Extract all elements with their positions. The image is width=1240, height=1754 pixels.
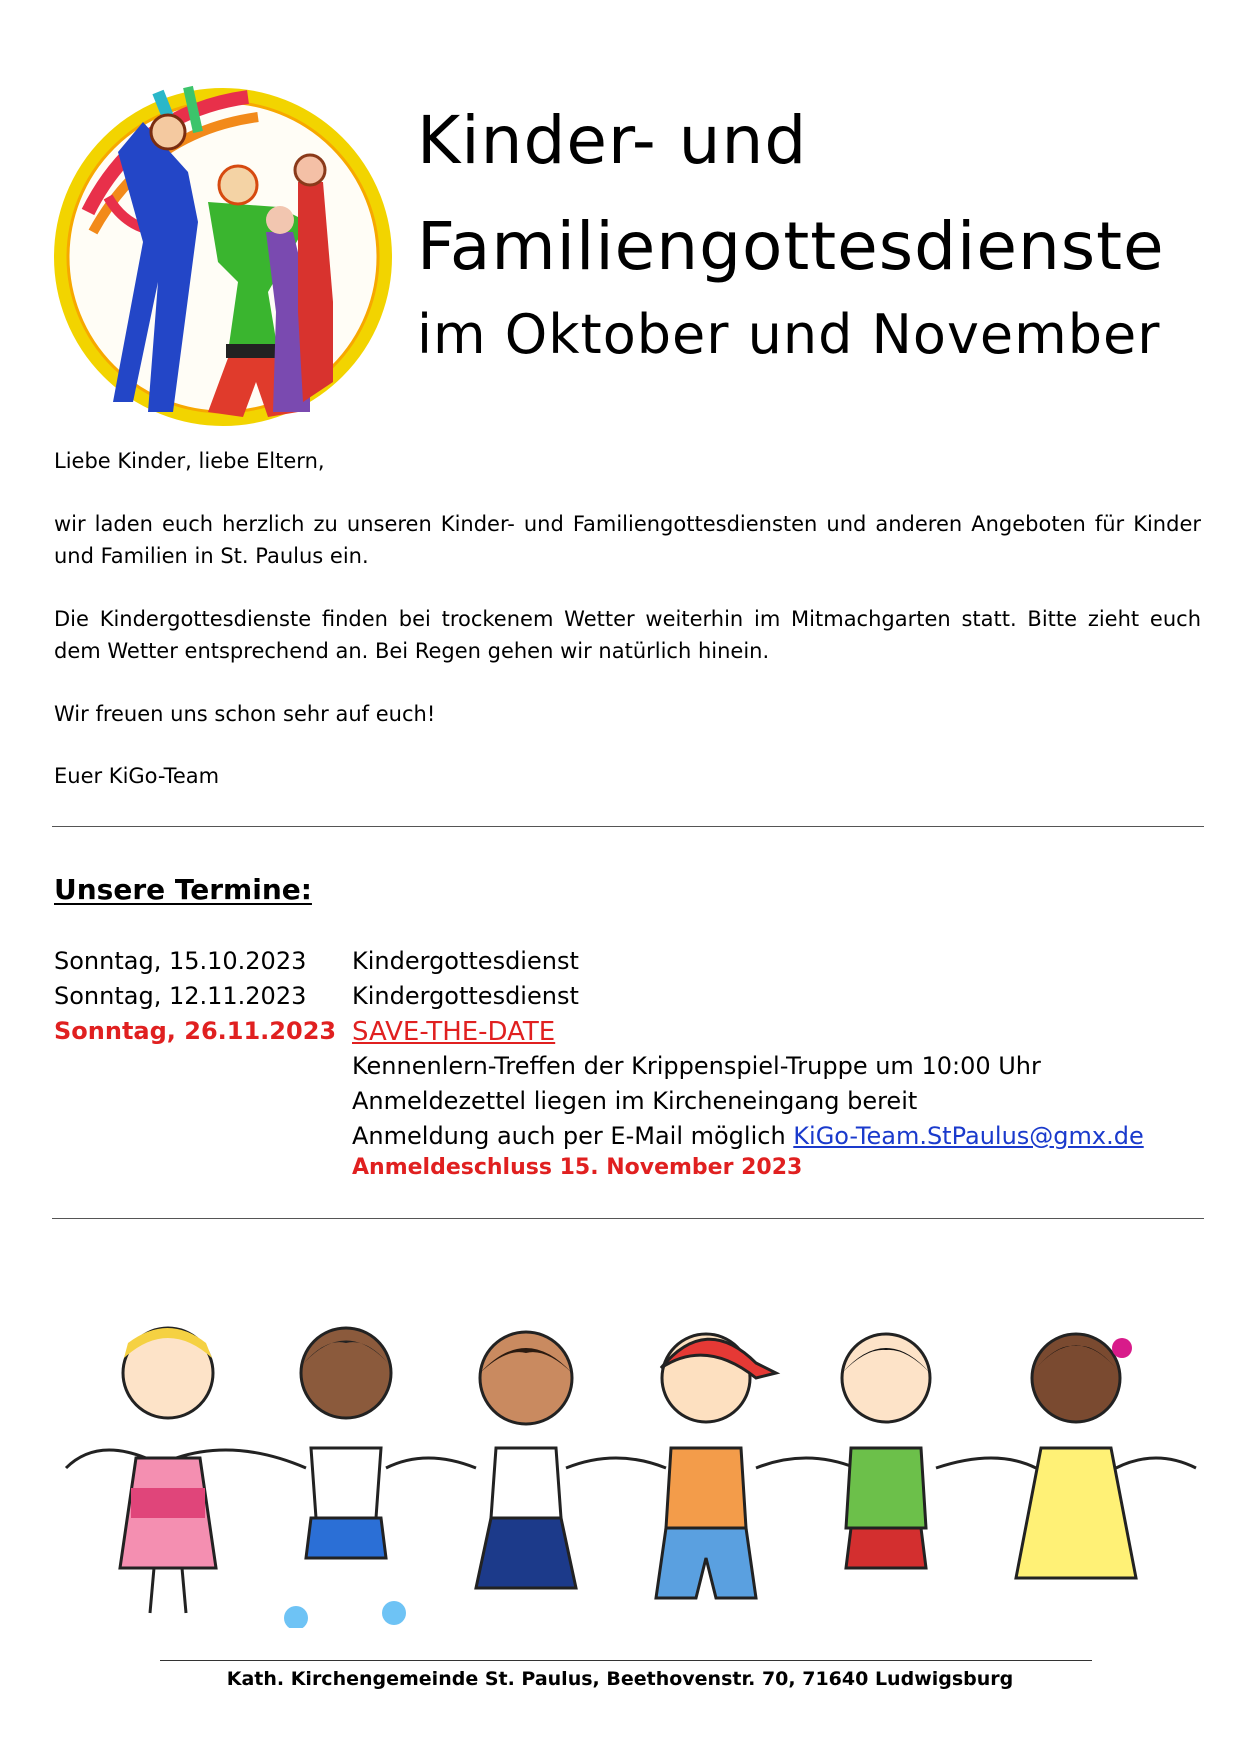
event-row-1: Kindergottesdienst (352, 947, 579, 975)
divider-bottom (52, 1218, 1204, 1219)
title-line-2: Familiengottesdienste (417, 208, 1165, 285)
event-row-2: Kindergottesdienst (352, 982, 579, 1010)
children-holding-hands-illustration (56, 1318, 1202, 1628)
divider-top (52, 826, 1204, 827)
footer-address: Kath. Kirchengemeinde St. Paulus, Beethovenstr. 70, 71640 Ludwigsburg (226, 1668, 1014, 1690)
registration-deadline: Anmeldeschluss 15. November 2023 (352, 1155, 803, 1180)
termine-heading: Unsere Termine: (54, 873, 312, 906)
paragraph-looking-forward: Wir freuen uns schon sehr auf euch! (54, 702, 436, 726)
footer-divider (160, 1660, 1092, 1661)
signature: Euer KiGo-Team (54, 764, 220, 788)
email-link[interactable]: KiGo-Team.StPaulus@gmx.de (793, 1122, 1144, 1150)
detail-krippenspiel: Kennenlern-Treffen der Krippenspiel-Truppe um 10:00 Uhr (352, 1052, 1041, 1080)
title-line-1: Kinder- und (417, 102, 808, 179)
date-row-2: Sonntag, 12.11.2023 (54, 982, 307, 1010)
children-drawing-logo (48, 82, 398, 432)
title-line-3: im Oktober und November (417, 303, 1161, 366)
detail-email-line (352, 1122, 1144, 1150)
paragraph-weather: Die Kindergottesdienste finden bei trockenem Wetter weiterhin im Mitmachgarten statt. Bitte zieht euch dem Wetter entsprechend an. Bei Regen gehen wir natürlich hinein. (54, 607, 1201, 663)
date-row-3: Sonntag, 26.11.2023 (54, 1017, 337, 1045)
greeting: Liebe Kinder, liebe Eltern, (54, 449, 325, 473)
detail-email-prefix: Anmeldung auch per E-Mail möglich (352, 1122, 786, 1150)
detail-anmeldezettel: Anmeldezettel liegen im Kircheneingang bereit (352, 1087, 918, 1115)
save-the-date: SAVE-THE-DATE (352, 1017, 556, 1047)
paragraph-invitation: wir laden euch herzlich zu unseren Kinder- und Familiengottesdiensten und anderen Angeboten für Kinder und Familien in St. Paulus ein. (54, 512, 1201, 568)
date-row-1: Sonntag, 15.10.2023 (54, 947, 307, 975)
